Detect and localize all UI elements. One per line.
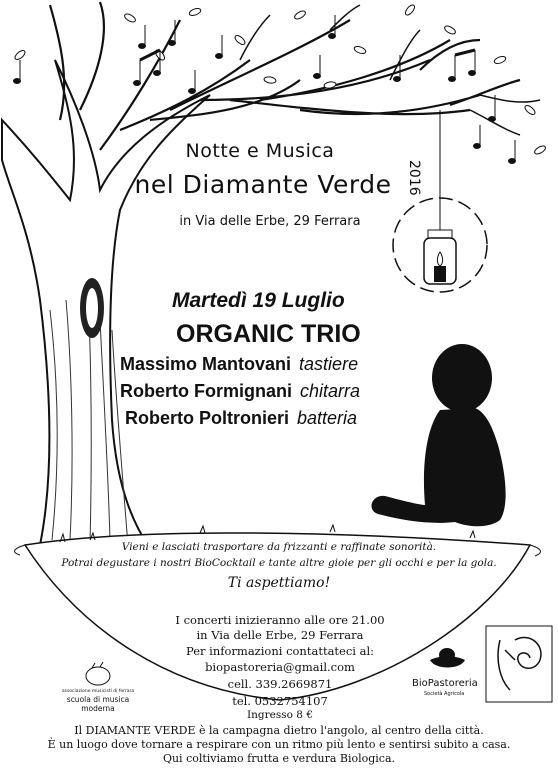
musician-row — [125, 408, 357, 429]
lantern-illustration — [393, 110, 487, 292]
info-tel: tel. 0532754107 — [232, 694, 328, 708]
silhouette-illustration — [372, 344, 506, 526]
info-email: biopastoreria@gmail.com — [205, 660, 355, 674]
musician-instrument: tastiere — [299, 354, 359, 374]
amf-name: scuola di musica moderna — [66, 695, 130, 713]
info-cell: cell. 339.2669871 — [227, 677, 333, 691]
footer-line: Qui coltiviamo frutta e verdura Biologica. — [162, 752, 396, 765]
info-place: in Via delle Erbe, 29 Ferrara — [196, 628, 364, 642]
amf-subtitle: associazione musicisti di ferrara — [61, 689, 135, 694]
biopastoreria-name: BioPastoreria — [412, 678, 478, 689]
poster-year: 2016 — [406, 160, 422, 196]
musician-row — [120, 381, 360, 402]
info-contact-intro: Per informazioni contattateci al: — [185, 644, 375, 658]
musician-name: Massimo Mantovani — [120, 354, 292, 374]
musician-instrument: batteria — [297, 408, 358, 428]
footer-line: Il DIAMANTE VERDE è la campagna dietro l'angolo, al centro della città. — [74, 724, 484, 737]
info-ticket-price: Ingresso 8 € — [247, 709, 313, 721]
tagline: Ti aspettiamo! — [227, 575, 331, 591]
biopastoreria-subtitle: Società Agricola — [424, 691, 465, 697]
musician-name: Roberto Formignani — [120, 381, 292, 401]
footer-line: È un luogo dove tornare a respirare con un ritmo più lento e sentirsi subito a casa. — [47, 738, 511, 751]
poster-title-line2: nel Diamante Verde — [134, 170, 392, 199]
musician-row — [120, 354, 358, 375]
band-name: ORGANIC TRIO — [176, 320, 361, 348]
event-date: Martedì 19 Luglio — [172, 289, 345, 312]
cantiere-logo — [486, 626, 552, 702]
poster-address: in Via delle Erbe, 29 Ferrara — [179, 214, 361, 229]
info-start-time: I concerti inizieranno alle ore 21.00 — [175, 613, 385, 627]
poster-title-line1: Notte e Musica — [185, 140, 335, 162]
musician-name: Roberto Poltronieri — [125, 408, 290, 428]
musician-instrument: chitarra — [300, 381, 361, 401]
amf-logo — [86, 662, 110, 685]
intro-line: Potrai degustare i nostri BioCocktail e tante altre gioie per gli occhi e per la gola. — [61, 557, 497, 569]
intro-line: Vieni e lasciati trasportare da frizzanti e raffinate sonorità. — [121, 541, 437, 553]
biopastoreria-logo — [430, 648, 465, 668]
